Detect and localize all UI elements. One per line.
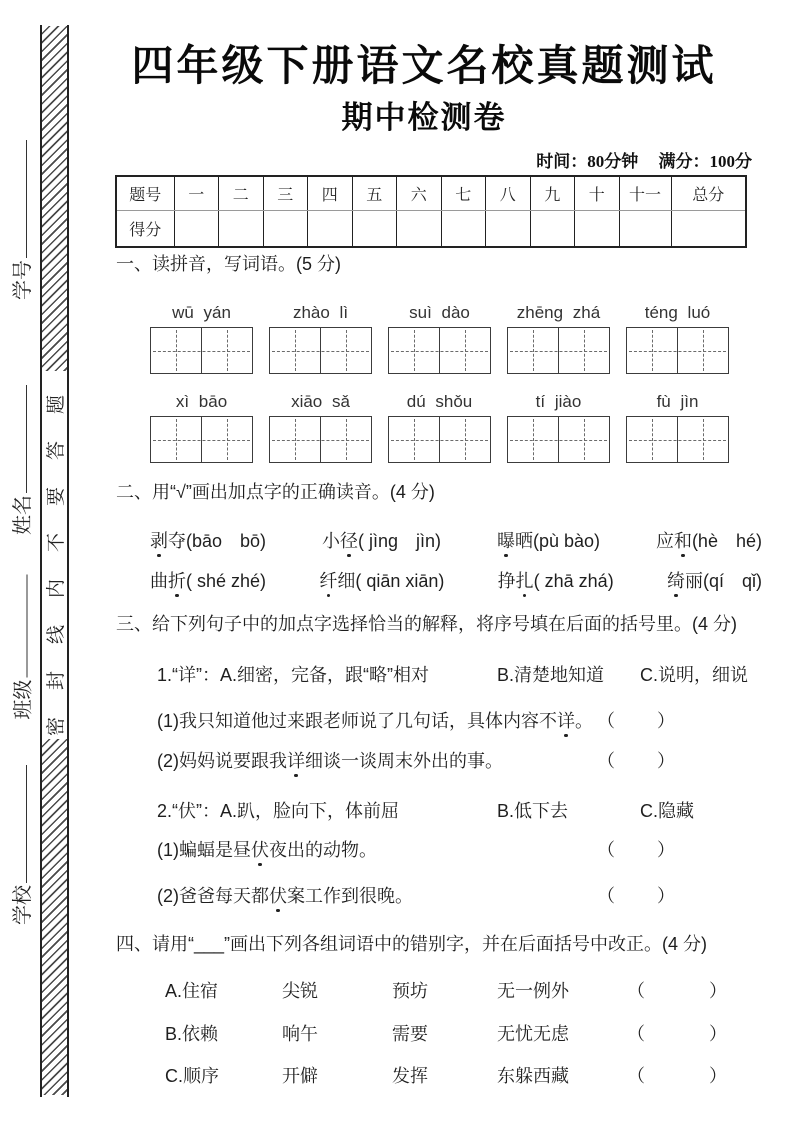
pinyin-label: tí jiào: [535, 392, 582, 411]
score-cell[interactable]: [174, 211, 219, 248]
writing-grid[interactable]: [626, 327, 729, 374]
grid-cell[interactable]: [270, 328, 320, 373]
grid-cell[interactable]: [677, 328, 728, 373]
score-header: 得分: [116, 211, 174, 248]
grid-cell[interactable]: [389, 328, 439, 373]
grid-cell[interactable]: [677, 417, 728, 462]
grid-cell[interactable]: [508, 328, 558, 373]
pinyin-label: wū yán: [172, 303, 231, 322]
word-choice-item[interactable]: 应和(hè hé): [656, 527, 762, 553]
section4-heading: 四、请用“___”画出下列各组词语中的错别字，并在后面括号中改正。(4 分): [116, 934, 708, 954]
word-choice-item[interactable]: 曝晒(pù bào): [497, 527, 600, 553]
grid-cell[interactable]: [201, 417, 252, 462]
section3-item2-options: [157, 797, 765, 823]
section3-item1-sentence1: (1)我只知道他过来跟老师说了几句话，具体内容不详。 （ ）: [157, 707, 765, 733]
reading-options: (pù bào): [532, 531, 600, 551]
grid-cell[interactable]: [270, 417, 320, 462]
student-name-blank-line[interactable]: [14, 385, 27, 493]
student-id-label: 学号: [7, 140, 33, 300]
section2-row-1: [150, 527, 762, 553]
correction-paren-close[interactable]: ）: [709, 981, 727, 1001]
grid-cell[interactable]: [151, 328, 201, 373]
word-item: 无忧无虑: [497, 1024, 569, 1044]
reading-options: (bāo bō): [186, 531, 267, 551]
correction-paren-close[interactable]: ）: [709, 1066, 727, 1086]
time-limit: 时间：80分钟: [536, 152, 639, 171]
grid-cell[interactable]: [439, 328, 490, 373]
option-c: C.说明，细说: [640, 665, 748, 685]
word-choice-item[interactable]: 小径( jìng jìn): [322, 527, 441, 553]
word-item: 预坊: [392, 981, 428, 1001]
word-item: 需要: [392, 1024, 428, 1044]
full-score: 满分：100分: [658, 152, 752, 171]
word-item: A.住宿: [165, 981, 219, 1001]
writing-grid[interactable]: [269, 416, 372, 463]
word-item: 响午: [282, 1024, 318, 1044]
score-cell[interactable]: [530, 211, 575, 248]
pinyin-label: xì bāo: [175, 392, 228, 411]
pinyin-label: dú shǒu: [406, 392, 473, 411]
reading-options: ( jìng jìn): [357, 531, 442, 551]
score-cell[interactable]: [308, 211, 353, 248]
section2-row-2: [150, 567, 762, 593]
score-cell[interactable]: [619, 211, 671, 248]
definition-prompt: 2.“伏”：A.趴，脸向下，体前屈: [157, 801, 400, 821]
writing-grid[interactable]: [388, 327, 491, 374]
pinyin-row-2: [150, 392, 729, 463]
word-choice-item[interactable]: 纤细( qiān xiān): [319, 567, 444, 593]
pinyin-unit: [507, 392, 610, 463]
score-cell[interactable]: [575, 211, 620, 248]
pinyin-label: xiāo sǎ: [291, 392, 350, 411]
answer-blank-paren[interactable]: （ ）: [597, 840, 677, 860]
pinyin-label: zhēng zhá: [516, 303, 601, 322]
grid-cell[interactable]: [627, 328, 677, 373]
pinyin-unit: [388, 303, 491, 374]
grid-cell[interactable]: [439, 417, 490, 462]
score-table: [115, 175, 747, 248]
score-cell[interactable]: [352, 211, 397, 248]
paper-title: 四年级下册语文名校真题测试: [131, 44, 717, 90]
time-score-line: [100, 147, 752, 172]
word-choice-item[interactable]: 绮丽(qí qǐ): [667, 567, 762, 593]
pinyin-unit: [388, 392, 491, 463]
paper-subtitle: 期中检测卷: [341, 100, 507, 135]
pinyin-row-1: [150, 303, 729, 374]
school-label: 学校: [7, 765, 33, 925]
correction-paren-close[interactable]: ）: [709, 1024, 727, 1044]
score-row: [116, 211, 746, 248]
student-name-label: 姓名: [7, 385, 33, 535]
question-number-row: 题号 一 二 三 四 五 六 七 八 九 十 十一 总分: [116, 176, 746, 211]
grid-cell[interactable]: [320, 328, 371, 373]
word-item: 无一例外: [497, 981, 569, 1001]
definition-prompt: 1.“详”：A.细密，完备，跟“略”相对: [157, 665, 429, 685]
score-cell[interactable]: [263, 211, 308, 248]
pinyin-unit: [626, 303, 729, 374]
word-item: C.顺序: [165, 1066, 219, 1086]
reading-options: (hè hé): [691, 531, 762, 551]
score-cell[interactable]: [441, 211, 486, 248]
reading-options: (qí qǐ): [702, 571, 762, 591]
seal-hatch-bottom: [42, 739, 67, 1095]
grid-cell[interactable]: [389, 417, 439, 462]
pinyin-label: suì dào: [409, 303, 470, 322]
score-cell[interactable]: [219, 211, 264, 248]
word-choice-item[interactable]: 剥夺(bāo bō): [150, 527, 266, 553]
writing-grid[interactable]: [507, 327, 610, 374]
writing-grid[interactable]: [150, 416, 253, 463]
correction-paren-open[interactable]: （: [627, 1066, 645, 1086]
reading-options: ( qiān xiān): [355, 571, 445, 591]
seal-line-text: 密封线内不要答题: [45, 367, 67, 736]
seal-hatch-top: [42, 26, 67, 371]
school-blank-line[interactable]: [14, 765, 27, 883]
section3-heading: 三、给下列句子中的加点字选择恰当的解释，将序号填在后面的括号里。(4 分): [116, 614, 737, 634]
reading-options: ( shé zhé): [186, 571, 267, 591]
word-item: B.依赖: [165, 1024, 219, 1044]
grid-cell[interactable]: [627, 417, 677, 462]
score-cell[interactable]: [397, 211, 442, 248]
answer-blank-paren[interactable]: （ ）: [597, 751, 677, 771]
pinyin-unit: [269, 392, 372, 463]
correction-paren-open[interactable]: （: [627, 981, 645, 1001]
writing-grid[interactable]: [269, 327, 372, 374]
pinyin-unit: [507, 303, 610, 374]
option-b: B.清楚地知道: [497, 665, 605, 685]
section4-row-b: [165, 1020, 727, 1046]
section3-item1-options: [157, 661, 765, 687]
writing-grid[interactable]: [388, 416, 491, 463]
class-blank-line[interactable]: [14, 575, 27, 678]
pinyin-label: zhào lì: [292, 303, 349, 322]
grid-cell[interactable]: [320, 417, 371, 462]
grid-cell[interactable]: [151, 417, 201, 462]
grid-cell[interactable]: [558, 328, 609, 373]
pinyin-unit: [150, 392, 253, 463]
section4-row-c: [165, 1062, 727, 1088]
class-label: 班级: [8, 575, 34, 720]
section3-item2-sentence2: (2)爸爸每天都伏案工作到很晚。 （ ）: [157, 882, 765, 908]
section3-item1-sentence2: (2)妈妈说要跟我详细谈一谈周末外出的事。 （ ）: [157, 747, 765, 773]
reading-options: ( zhā zhá): [533, 571, 614, 591]
writing-grid[interactable]: [507, 416, 610, 463]
pinyin-label: téng luó: [644, 303, 711, 322]
writing-grid[interactable]: [150, 327, 253, 374]
grid-cell[interactable]: [201, 328, 252, 373]
pinyin-unit: [150, 303, 253, 374]
answer-blank-paren[interactable]: （ ）: [597, 711, 677, 731]
section4-row-a: [165, 977, 727, 1003]
word-item: 开僻: [282, 1066, 318, 1086]
answer-blank-paren[interactable]: （ ）: [597, 886, 677, 906]
option-b: B.低下去: [497, 801, 569, 821]
student-id-blank-line[interactable]: [14, 140, 27, 258]
score-cell[interactable]: [671, 211, 746, 248]
word-item: 尖锐: [282, 981, 318, 1001]
pinyin-unit: [626, 392, 729, 463]
question-number-header: 题号: [116, 176, 174, 211]
word-choice-item[interactable]: 挣扎( zhā zhá): [498, 567, 614, 593]
option-c: C.隐藏: [640, 801, 694, 821]
correction-paren-open[interactable]: （: [627, 1024, 645, 1044]
pinyin-label: fù jìn: [656, 392, 699, 411]
grid-cell[interactable]: [508, 417, 558, 462]
section2-heading: 二、用“√”画出加点字的正确读音。(4 分): [116, 482, 435, 502]
word-item: 东躲西藏: [497, 1066, 569, 1086]
word-item: 发挥: [392, 1066, 428, 1086]
grid-cell[interactable]: [558, 417, 609, 462]
section3-item2-sentence1: (1)蝙蝠是昼伏夜出的动物。 （ ）: [157, 836, 765, 862]
score-cell[interactable]: [486, 211, 531, 248]
word-choice-item[interactable]: 曲折( shé zhé): [150, 567, 266, 593]
pinyin-unit: [269, 303, 372, 374]
section1-heading: 一、读拼音，写词语。(5 分): [116, 254, 341, 274]
writing-grid[interactable]: [626, 416, 729, 463]
